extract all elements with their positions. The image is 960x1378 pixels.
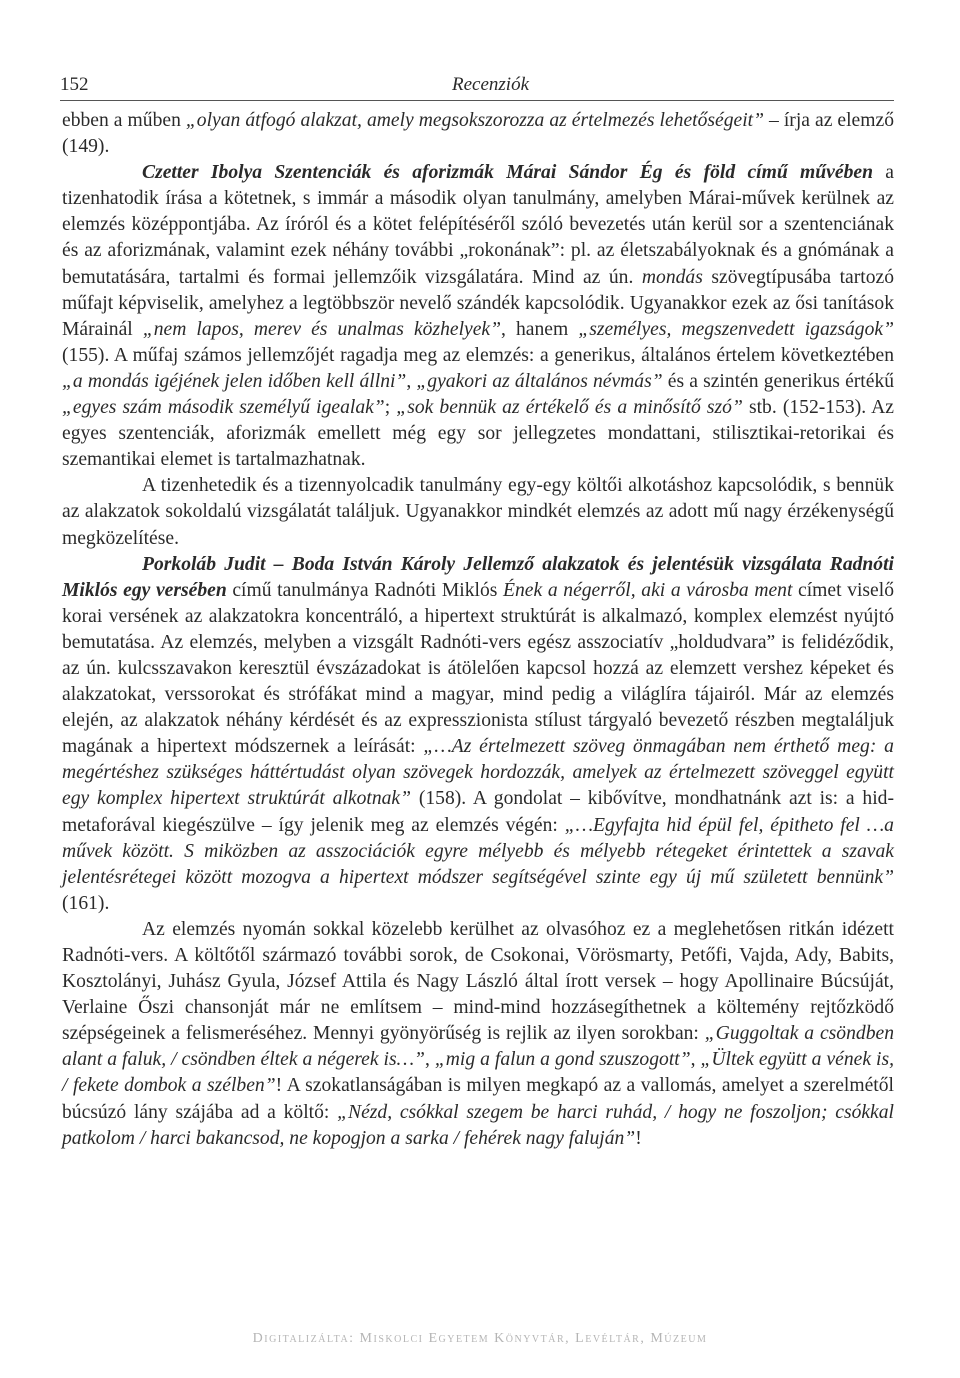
emphasis-text: „sok bennük az értékelő és a minősítő szó” [396, 397, 743, 419]
text-run: Az elemzés nyomán sokkal közelebb kerülhet az olvasóhoz ez a meglehetősen ritkán idézett Radnóti-vers. A költőtől származó további sorok, de Csokonai, Vörösmarty, Petőfi, Vajda, Ady, Babits, Kosztolányi, Juhász Gyula, József Attila és Nagy László által írott versek – hogy Apollinaire Búcsúját, Verlaine Őszi chansonját már ne említsem – mind-mind hozzásegíthetnek a költemény rejtőzködő szépségeinek a felismeréséhez. Mennyi gyönyörűség is rejlik az ilyen sorokban: [62, 918, 894, 1045]
text-run: ebben a műben [62, 110, 186, 131]
paragraph [62, 552, 894, 917]
emphasis-text: „egyes szám második személyű igealak” [62, 397, 385, 419]
emphasis-text: „olyan átfogó alakzat, amely megsokszorozza az értelmezés lehetőségeit” [185, 110, 765, 131]
emphasis-text: „…Egyfajta hid épül fel, épitheto fel …a művek között. S miközben az asszociációk egyre mélyebb és mélyebb rétegeket érintettek a szavak jelentésrétegei között mozogva a hipertext módszer segítségével szinte egy új mű született bennünk” [62, 814, 894, 888]
text-run: – írja az elemző (149). [62, 110, 894, 158]
paragraph [62, 160, 894, 473]
text-run: szövegtípusába tartozó műfajt képviselik, amelyhez a legtöbbször nevelő szándék kapcsolódik. Ugyanakkor ezek az ősi tanítások Márainál [62, 266, 894, 340]
emphasis-text: „gyakori az általános névmás” [416, 370, 663, 392]
running-title: Recenziók [452, 74, 530, 95]
text-run: , [690, 1049, 701, 1071]
emphasis-text: „Ültek együtt a vének is, / fekete dombok a szélben” [62, 1049, 895, 1097]
running-header [60, 74, 894, 101]
paragraph [62, 917, 894, 1152]
text-run: ! A szokatlanságában is milyen megkapó az a vallomás, amelyet a szerelmétől búcsúzó lány szájába ad a költő: [62, 1075, 894, 1123]
text-run: (155). A műfaj számos jellemzőjét ragadja meg az elemzés: a generikus, általános értelem következtében [62, 344, 894, 366]
page-number: 152 [60, 74, 89, 95]
emphasis-text: „a mondás igéjének jelen időben kell állni” [62, 370, 407, 392]
emphasis-text: „nem lapos, merev és unalmas közhelyek” [142, 318, 502, 340]
emphasis-text: „Nézd, csókkal szegem be harci ruhád, / hogy ne foszoljon; csókkal patkolom / harci bakancsod, ne kopogjon a sarka / fehérek nagy faluján” [62, 1101, 894, 1149]
paragraph [62, 108, 894, 160]
text-run: , [424, 1049, 435, 1071]
text-run: a tizenhatodik írása a kötetnek, s immár a második olyan tanulmány, amelyben Márai-művek kerülnek az elemzés középpontjába. Az íróról és a kötet felépítéséről szóló bevezetés után kerül sor a szentenciának és az aforizmának, valamint ezek néhány további „rokonának”: pl. az életszabályoknak és a gnómának a bemutatására, tartalmi és formai jellemzőik vizsgálatára. Mind az ún. [62, 162, 894, 288]
emphasis-text: mondás [641, 266, 703, 288]
emphasis-text: „…Az értelmezett szöveg önmagában nem érthető meg: a megértéshez szükséges háttértudást olyan szövegek hordozzák, amelyek az értelmezett szöveggel együtt egy komplex hipertext struktúrát alkotnak” [62, 736, 894, 810]
emphasis-text: Porkoláb Judit – Boda István Károly Jellemző alakzatok és jelentésük vizsgálata Radnóti Miklós egy versében [62, 553, 894, 601]
text-run: , hanem [501, 318, 579, 340]
text-run: ; [384, 397, 397, 419]
digitization-footer: Digitalizálta: Miskolci Egyetem Könyvtár, Levéltár, Múzeum [252, 1331, 708, 1346]
text-run: (161). [62, 892, 110, 914]
text-run: A tizenhetedik és a tizennyolcadik tanulmány egy-egy költői alkotáshoz kapcsolódik, s bennük az alakzatok sokoldalú vizsgálatát találjuk. Ugyanakkor mindkét elemzés az adott mű nagy érzékenységű megközelítése. [62, 475, 894, 549]
text-run: című tanulmánya Radnóti Miklós [226, 579, 504, 601]
text-run: címet viselő korai versének az alakzatokra koncentráló, a hipertext struktúrát is alkalmazó, komplex elemzést nyújtó bemutatása. Az elemzés, melyben a vizsgált Radnóti-vers egész asszociatív „holdudvara” is felidéződik, az ún. kulcsszavakon keresztül évszázadokat is átölelően kapcsol hozzá az elemzett vershez képeket és alakzatokat, verssorokat és strófákat mind a magyar, mind pedig a világlíra tájairól. Már az elemzés elején, az alakzatok néhány kérdését és az expresszionista stílust tárgyaló bevezető részben megtaláljuk magának a hipertext módszernek a leírását: [62, 579, 894, 758]
body-text [62, 108, 894, 1152]
emphasis-text: Ének a négerről, aki a városba ment [503, 579, 793, 601]
text-run: (158). A gondolat – kibővítve, mondhatnánk azt is: a hid-metaforával kiegészülve – így jelenik meg az elemzés végén: [62, 788, 894, 836]
text-run: stb. (152-153). Az egyes szentenciák, aforizmák emellett még egy sor jellegzetes mondattani, stilisztikai-retorikai és szemantikai elemet is tartalmazhatnak. [62, 397, 895, 471]
text-run: és a szintén generikus értékű [662, 370, 895, 392]
emphasis-text: Czetter Ibolya Szentenciák és aforizmák Márai Sándor Ég és föld című művében [142, 162, 873, 184]
emphasis-text: „Guggoltak a csöndben alant a faluk, / csöndben éltek a négerek is…” [62, 1023, 894, 1071]
paragraph [62, 473, 894, 551]
emphasis-text: „mig a falun a gond szuszogott” [434, 1049, 691, 1071]
text-run: ! [635, 1127, 642, 1149]
text-run: , [406, 370, 417, 392]
emphasis-text: „személyes, megszenvedett igazságok” [578, 318, 894, 340]
